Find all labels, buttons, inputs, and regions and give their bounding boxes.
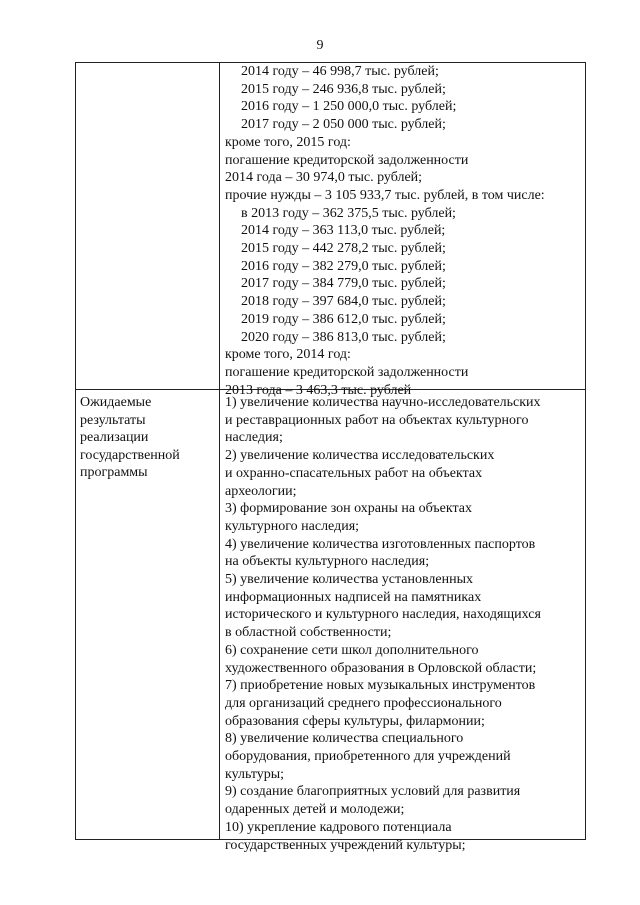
result-line: 10) укрепление кадрового потенциала	[225, 819, 452, 835]
funding-line: погашение кредиторской задолженности	[225, 364, 469, 380]
funding-line: 2019 году – 386 612,0 тыс. рублей;	[241, 311, 446, 327]
row-heading-cell	[80, 394, 216, 482]
funding-line: 2017 году – 384 779,0 тыс. рублей;	[241, 276, 446, 292]
result-line: на объекты культурного наследия;	[225, 554, 430, 570]
funding-line: в 2013 году – 362 375,5 тыс. рублей;	[241, 205, 456, 221]
row-heading-line: программы	[80, 465, 148, 481]
result-line: в областной собственности;	[225, 625, 392, 641]
result-line: оборудования, приобретенного для учреждений	[225, 749, 511, 765]
result-line: одаренных детей и молодежи;	[225, 802, 405, 818]
funding-line: 2015 году – 442 278,2 тыс. рублей;	[241, 241, 446, 257]
funding-line: 2020 году – 386 813,0 тыс. рублей;	[241, 329, 446, 345]
funding-line: погашение кредиторской задолженности	[225, 152, 469, 168]
result-line: 7) приобретение новых музыкальных инструментов	[225, 678, 536, 694]
result-line: для организаций среднего профессионального	[225, 695, 502, 711]
funding-line: прочие нужды – 3 105 933,7 тыс. рублей, в том числе:	[225, 187, 545, 203]
funding-line: 2014 года – 30 974,0 тыс. рублей;	[225, 170, 423, 186]
funding-line: 2018 году – 397 684,0 тыс. рублей;	[241, 294, 446, 310]
result-line: и охранно-спасательных работ на объектах	[225, 465, 483, 481]
result-line: художественного образования в Орловской области;	[225, 660, 537, 676]
funding-line: 2013 года – 3 463,3 тыс. рублей	[225, 382, 412, 398]
funding-line: 2014 году – 46 998,7 тыс. рублей;	[241, 64, 439, 79]
result-line: образования сферы культуры, филармонии;	[225, 713, 485, 729]
result-line: 8) увеличение количества специального	[225, 731, 464, 747]
result-line: 6) сохранение сети школ дополнительного	[225, 642, 479, 658]
expected-results-cell	[225, 394, 583, 854]
column-divider	[219, 63, 220, 839]
result-line: исторического и культурного наследия, находящихся	[225, 607, 541, 623]
result-line: 3) формирование зон охраны на объектах	[225, 501, 472, 517]
result-line: и реставрационных работ на объектах культурного	[225, 412, 529, 428]
result-line: наследия;	[225, 430, 283, 446]
result-line: 1) увеличение количества научно-исследовательских	[225, 395, 541, 410]
funding-line: 2016 году – 1 250 000,0 тыс. рублей;	[241, 99, 457, 115]
result-line: государственных учреждений культуры;	[225, 837, 466, 853]
result-line: 2) увеличение количества исследовательских	[225, 448, 495, 464]
funding-line: 2014 году – 363 113,0 тыс. рублей;	[241, 223, 446, 239]
funding-line: кроме того, 2015 год:	[225, 134, 351, 150]
result-line: 4) увеличение количества изготовленных паспортов	[225, 536, 536, 552]
funding-line: 2015 году – 246 936,8 тыс. рублей;	[241, 81, 446, 97]
funding-cell	[225, 63, 583, 399]
funding-line: 2016 году – 382 279,0 тыс. рублей;	[241, 258, 446, 274]
result-line: информационных надписей на памятниках	[225, 589, 482, 605]
result-line: 5) увеличение количества установленных	[225, 572, 474, 588]
row-heading-line: реализации	[80, 430, 149, 446]
row-heading-line: государственной	[80, 447, 180, 463]
result-line: культурного наследия;	[225, 518, 360, 534]
row-heading-line: результаты	[80, 412, 146, 428]
page-number: 9	[316, 38, 324, 53]
result-line: 9) создание благоприятных условий для развития	[225, 784, 521, 800]
row-heading-line: Ожидаемые	[80, 395, 152, 410]
funding-line: кроме того, 2014 год:	[225, 347, 351, 363]
program-table	[75, 62, 586, 853]
result-line: археологии;	[225, 483, 297, 499]
result-line: культуры;	[225, 766, 285, 782]
funding-line: 2017 году – 2 050 000 тыс. рублей;	[241, 117, 446, 133]
